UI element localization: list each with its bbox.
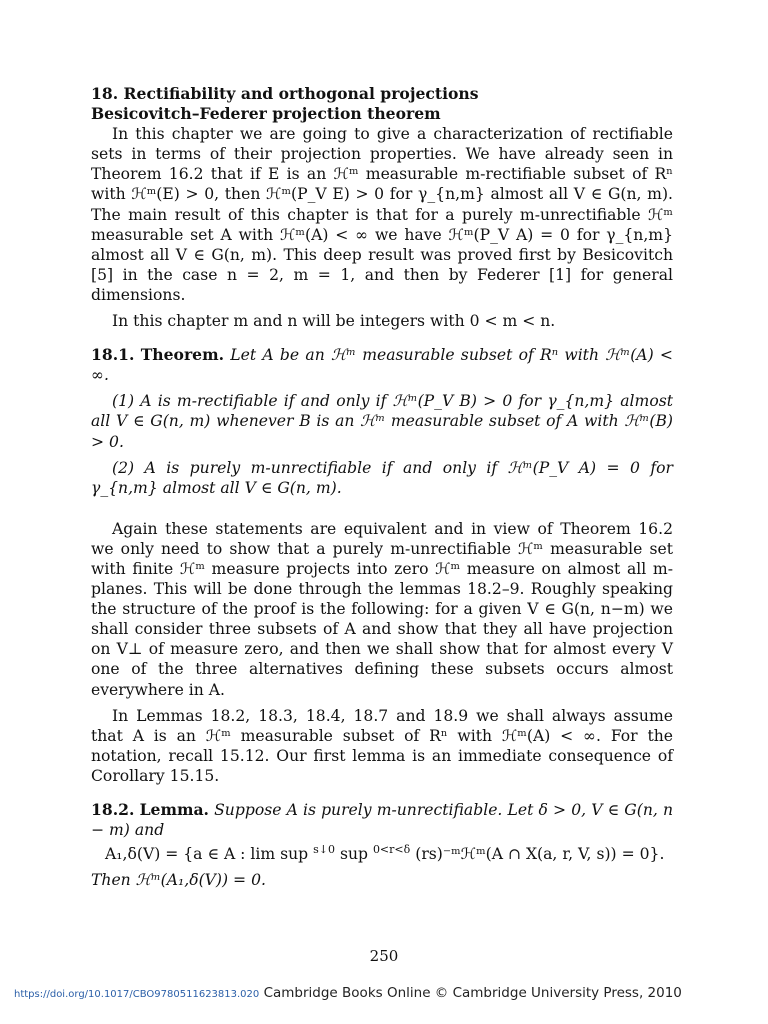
page-number: 250 bbox=[369, 947, 399, 965]
theorem-statement bbox=[91, 345, 673, 385]
formula-mid: sup bbox=[339, 845, 368, 864]
section-title: Besicovitch–Federer projection theorem bbox=[91, 104, 441, 124]
footer bbox=[14, 985, 764, 1001]
integers-sentence: In this chapter m and n will be integers with 0 < m < n. bbox=[112, 312, 556, 331]
theorem-part-2: (2) A is purely m-unrectifiable if and only if ℋᵐ(P_V A) = 0 for γ_{n,m} almost all V ∈ G(n, m). bbox=[91, 458, 673, 497]
lemma-name: Lemma. bbox=[139, 800, 209, 819]
formula-sub-limsup: s↓0 bbox=[313, 843, 335, 857]
page-body bbox=[91, 84, 673, 890]
formula-lhs: A₁,δ(V) = {a ∈ A : lim sup bbox=[105, 845, 309, 864]
theorem-part-1: (1) A is m-rectifiable if and only if ℋᵐ(P_V B) > 0 for γ_{n,m} almost all V ∈ G(n, m) whenever B is an ℋᵐ measurable subset of A with ℋᵐ(B) > 0. bbox=[91, 392, 673, 451]
intro-paragraph: In this chapter we are going to give a characterization of rectifiable sets in terms of their projection properties. We have already seen in Theorem 16.2 that if E is an ℋᵐ measurable m-rectifiable subset of Rⁿ with ℋᵐ(E) > 0, then ℋᵐ(P_V E) > 0 for γ_{n,m} almost all V ∈ G(n, m). The main result of this chapter is that for a purely m-unrectifiable ℋᵐ measurable set A with ℋᵐ(A) < ∞ we have ℋᵐ(P_V A) = 0 for γ_{n,m} almost all V ∈ G(n, m). This deep result was proved first by Besicovitch [5] in the case n = 2, m = 1, and then by Federer [1] for general dimensions. bbox=[91, 125, 673, 304]
footer-copyright: Cambridge Books Online © Cambridge University Press, 2010 bbox=[263, 985, 682, 1001]
theorem-text: Let A be an ℋᵐ measurable subset of Rⁿ with ℋᵐ(A) < ∞. bbox=[91, 346, 673, 385]
lemma-statement bbox=[91, 800, 673, 840]
theorem-name: Theorem. bbox=[140, 345, 225, 365]
footer-doi-link[interactable]: https://doi.org/10.1017/CBO9780511623813.020 bbox=[14, 989, 260, 1000]
paragraph-lemmas: In Lemmas 18.2, 18.3, 18.4, 18.7 and 18.9 we shall always assume that A is an ℋᵐ measurable subset of Rⁿ with ℋᵐ(A) < ∞. For the notation, recall 15.12. Our first lemma is an immediate consequence of Corollary 15.15. bbox=[91, 706, 673, 785]
formula-sub-sup: 0<r<δ bbox=[372, 843, 411, 857]
chapter-title: 18. Rectifiability and orthogonal projections bbox=[91, 84, 479, 103]
lemma-text: Suppose A is purely m-unrectifiable. Let δ > 0, V ∈ G(n, n − m) and bbox=[91, 801, 673, 840]
lemma-conclusion: Then ℋᵐ(A₁,δ(V)) = 0. bbox=[91, 871, 266, 890]
formula-rhs: (rs)⁻ᵐℋᵐ(A ∩ X(a, r, V, s)) = 0}. bbox=[415, 845, 665, 864]
paragraph-again: Again these statements are equivalent and in view of Theorem 16.2 we only need to show that a purely m-unrectifiable ℋᵐ measurable set with finite ℋᵐ measure projects into zero ℋᵐ measure on almost all m-planes. This will be done through the lemmas 18.2–9. Roughly speaking the structure of the proof is the following: for a given V ∈ G(n, n−m) we shall consider three subsets of A and show that they all have projection on V⊥ of measure zero, and then we shall show that for almost every V one of the three alternatives defining these subsets occurs almost everywhere in A. bbox=[91, 519, 673, 699]
lemma-label: 18.2. bbox=[91, 800, 135, 819]
theorem-label: 18.1. bbox=[91, 345, 135, 365]
lemma-formula bbox=[105, 844, 673, 864]
